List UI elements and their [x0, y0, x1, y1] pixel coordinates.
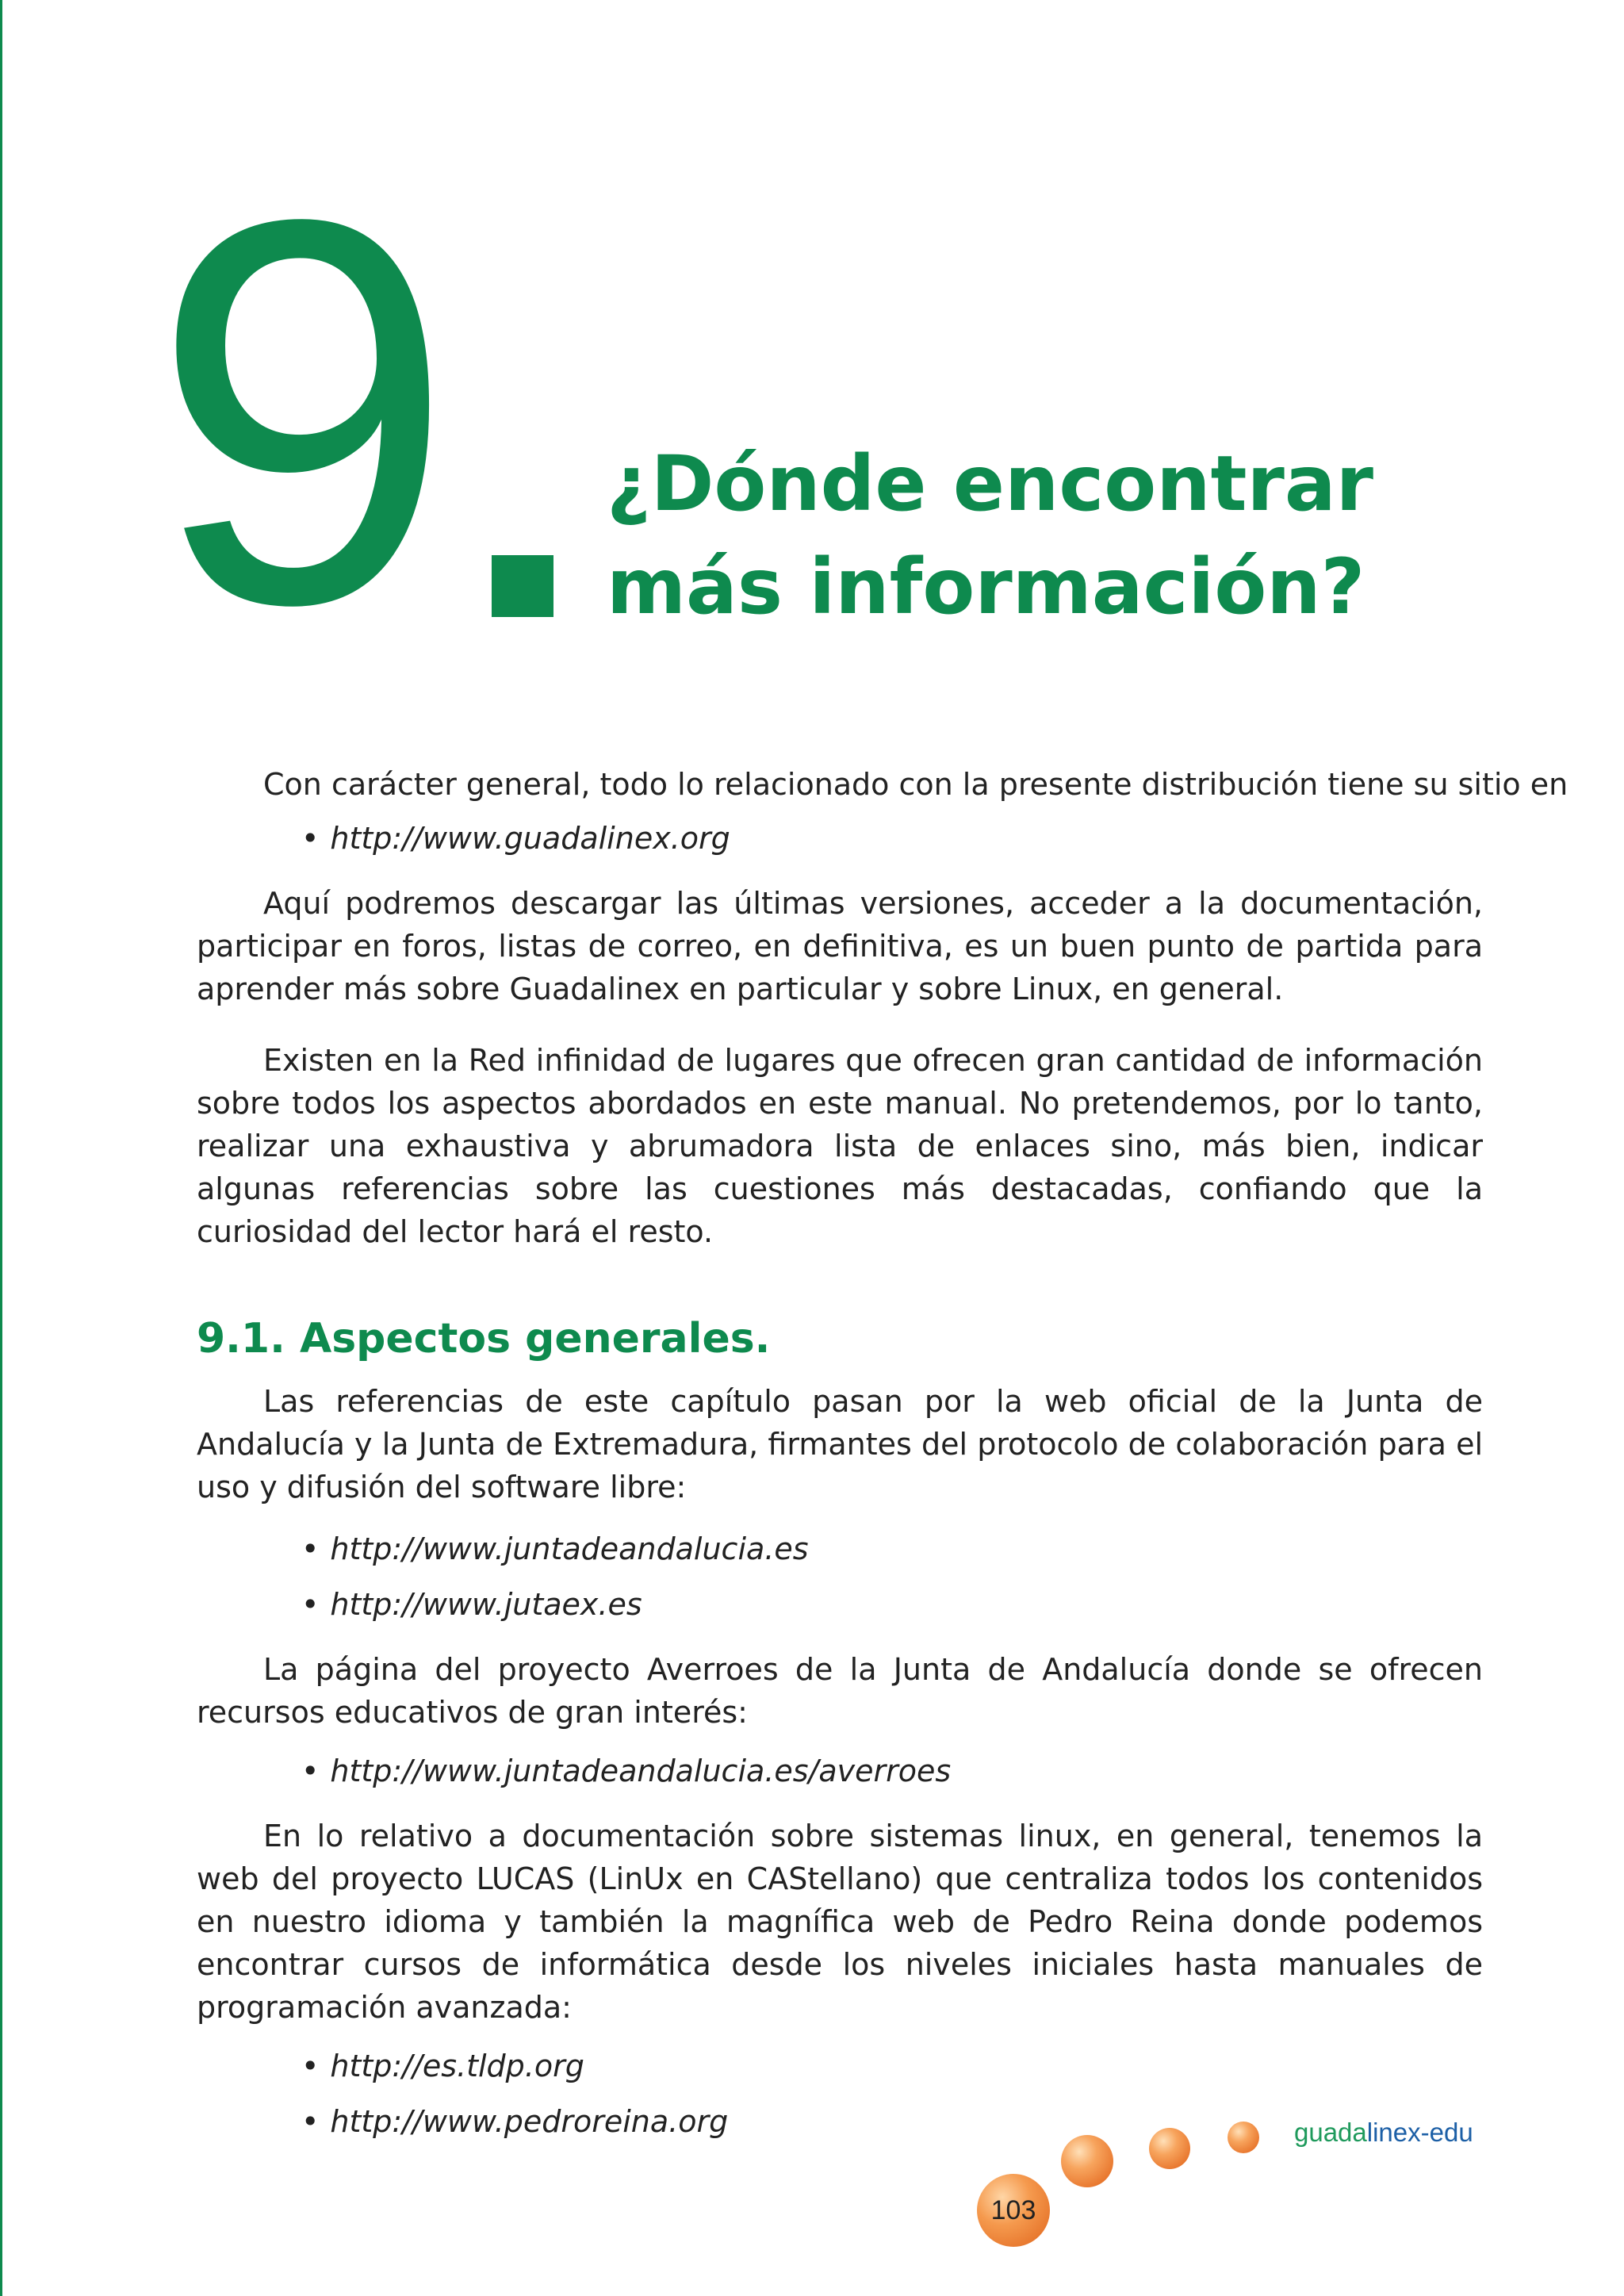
chapter-number: 9	[151, 106, 447, 718]
section-heading: 9.1. Aspectos generales.	[197, 1315, 771, 1363]
page-body	[197, 763, 1568, 2165]
chapter-title-line-2: más información?	[607, 542, 1365, 631]
link-jutaex[interactable]: • http://www.jutaex.es	[301, 1583, 1483, 1626]
section-paragraph-2: La página del proyecto Averroes de la Junta de Andalucía donde se ofrecen recursos educativos de gran interés:	[197, 1652, 1483, 1730]
chapter-title	[607, 432, 1373, 638]
intro-paragraph-1: Con carácter general, todo lo relacionado con la presente distribución tiene su sitio en	[263, 767, 1568, 802]
section-link-list-2	[197, 1750, 1483, 1792]
section-link-list-1	[197, 1527, 1483, 1626]
section-link-list-3	[197, 2045, 1483, 2143]
link-guadalinex[interactable]: • http://www.guadalinex.org	[301, 817, 1483, 860]
page-number-text: 103	[990, 2194, 1036, 2225]
intro-link-list	[197, 817, 1483, 860]
chapter-square-marker	[492, 555, 553, 617]
footer-dot-small	[1228, 2122, 1259, 2153]
section-paragraph-1: Las referencias de este capítulo pasan por la web oficial de la Junta de Andalucía y la Junta de Extremadura, firmantes del protocolo de colaboración para el uso y difusión del software libre:	[197, 1384, 1483, 1504]
left-edge-rule	[0, 0, 2, 2296]
link-juntadeandalucia[interactable]: • http://www.juntadeandalucia.es	[301, 1527, 1483, 1570]
link-pedroreina[interactable]: • http://www.pedroreina.org	[301, 2100, 1483, 2143]
footer-brand	[1294, 2118, 1473, 2148]
footer-brand-part-2: linex-edu	[1366, 2118, 1473, 2147]
section-paragraph-3: En lo relativo a documentación sobre sistemas linux, en general, tenemos la web del proyecto LUCAS (LinUx en CAStellano) que centraliza todos los contenidos en nuestro idioma y también la magnífica web de Pedro Reina donde podemos encontrar cursos de informática desde los niveles iniciales hasta manuales de programación avanzada:	[197, 1819, 1483, 2025]
footer-dot-large	[1061, 2135, 1113, 2187]
link-tldp[interactable]: • http://es.tldp.org	[301, 2045, 1483, 2087]
chapter-title-line-1: ¿Dónde encontrar	[607, 439, 1373, 528]
intro-paragraph-2: Aquí podremos descargar las últimas versiones, acceder a la documentación, participar en foros, listas de correo, en definitiva, es un buen punto de partida para aprender más sobre Guadalinex en particular y sobre Linux, en general.	[197, 886, 1483, 1006]
footer-brand-part-1: guada	[1294, 2118, 1367, 2147]
intro-paragraph-3: Existen en la Red infinidad de lugares que ofrecen gran cantidad de información sobre todos los aspectos abordados en este manual. No pretendemos, por lo tanto, realizar una exhaustiva y abrumadora lista de enlaces sino, más bien, indicar algunas referencias sobre las cuestiones más destacadas, confiando que la curiosidad del lector hará el resto.	[197, 1043, 1483, 1249]
link-averroes[interactable]: • http://www.juntadeandalucia.es/averroes	[301, 1750, 1483, 1792]
page-number	[977, 2174, 1050, 2247]
footer-dot-medium	[1149, 2128, 1190, 2169]
